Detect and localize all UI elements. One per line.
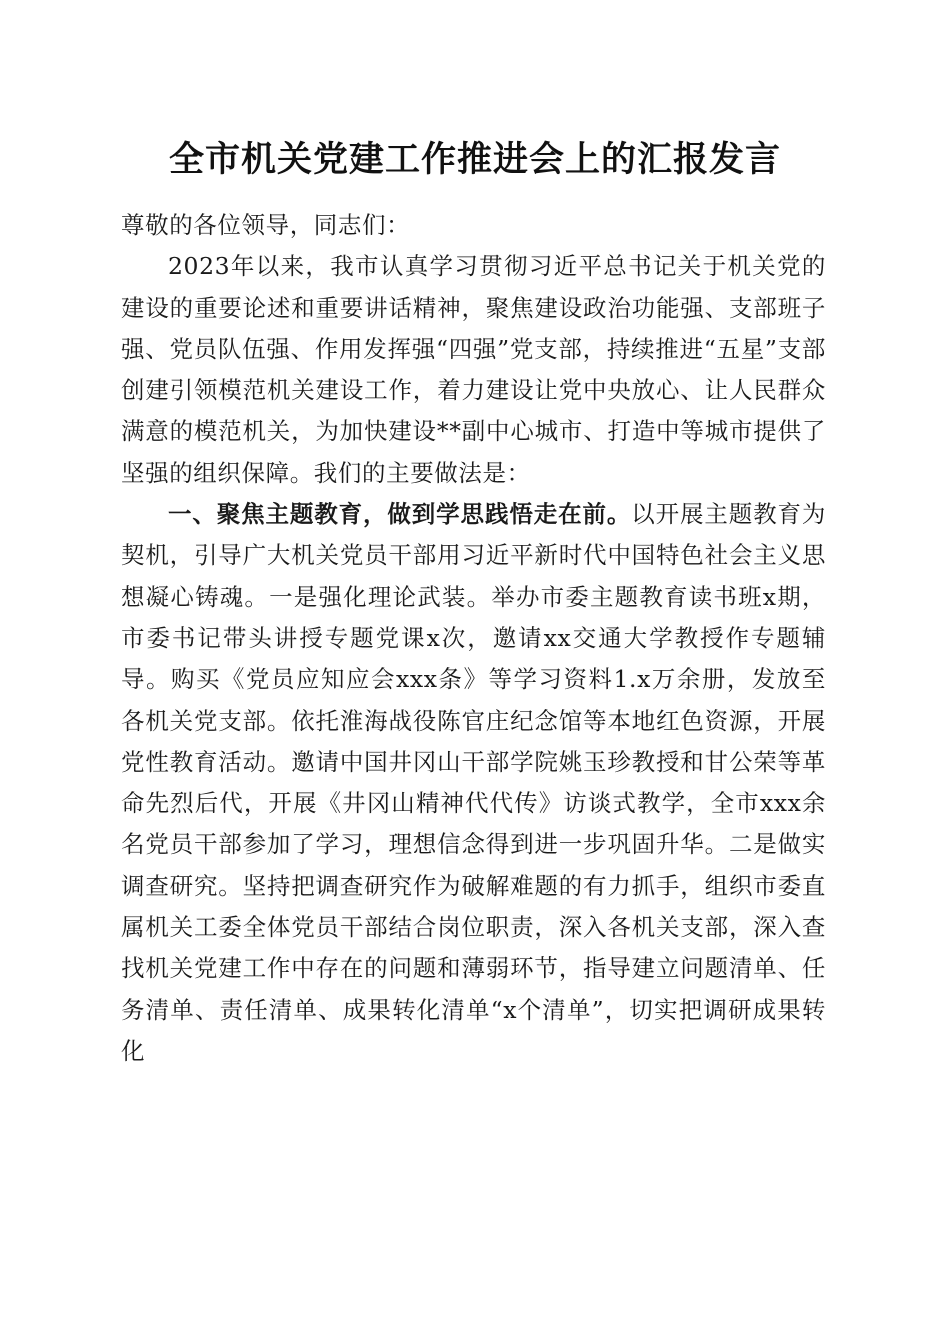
- section-1-heading: 一、聚焦主题教育，做到学思践悟走在前。: [168, 500, 632, 529]
- document-title: 全市机关党建工作推进会上的汇报发言: [168, 139, 781, 180]
- salutation: 尊敬的各位领导，同志们：: [121, 211, 411, 239]
- intro-paragraph: 2023年以来，我市认真学习贯彻习近平总书记关于机关党的建设的重要论述和重要讲话精神，聚焦建设政治功能强、支部班子强、党员队伍强、作用发挥强“四强”党支部，持续推进“五星”支部创建引领模范机关建设工作，着力建设让党中央放心、让人民群众满意的模范机关，为加快建设**副中心城市、打造中等城市提供了坚强的组织保障。我们的主要做法是：: [121, 252, 826, 487]
- section-1-body: 以开展主题教育为契机，引导广大机关党员干部用习近平新时代中国特色社会主义思想凝心铸魂。一是强化理论武装。举办市委主题教育读书班x期，市委书记带头讲授专题党课x次，邀请xx交通大学教授作专题辅导。购买《党员应知应会xxx条》等学习资料1.x万余册，发放至各机关党支部。依托淮海战役陈官庄纪念馆等本地红色资源，开展党性教育活动。邀请中国井冈山干部学院姚玉珍教授和甘公荣等革命先烈后代，开展《井冈山精神代代传》访谈式教学，全市xxx余名党员干部参加了学习，理想信念得到进一步巩固升华。二是做实调查研究。坚持把调查研究作为破解难题的有力抓手，组织市委直属机关工委全体党员干部结合岗位职责，深入各机关支部，深入查找机关党建工作中存在的问题和薄弱环节，指导建立问题清单、任务清单、责任清单、成果转化清单“x个清单”，切实把调研成果转化: [121, 500, 826, 1065]
- section-1-paragraph: [121, 494, 826, 1072]
- document-body: [121, 205, 826, 1072]
